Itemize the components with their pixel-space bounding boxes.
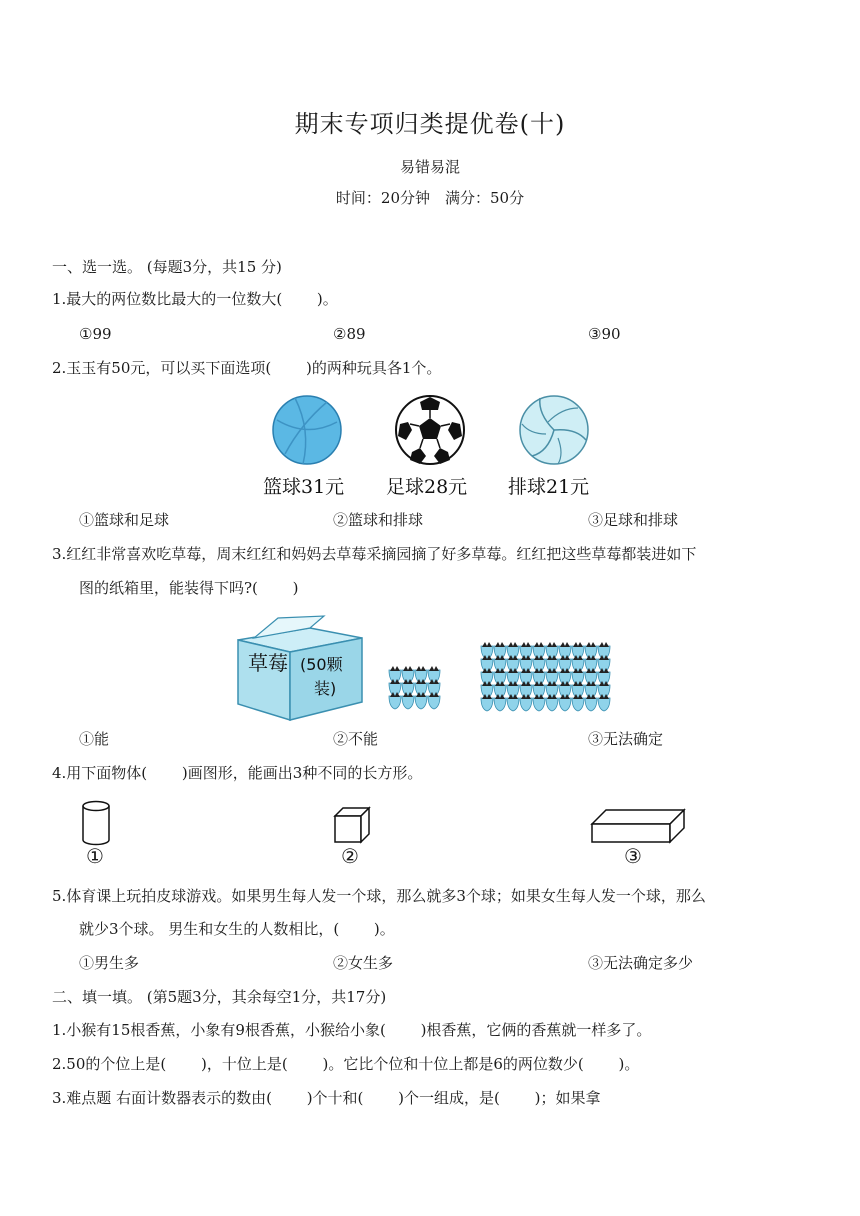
- strawberry-leaf-icon: [599, 642, 609, 647]
- strawberry-icon: [481, 659, 493, 672]
- strawberry-icon: [533, 659, 545, 672]
- basketball-price-label: 篮球31元: [263, 476, 345, 498]
- strawberry-icon: [494, 698, 506, 711]
- strawberry-icon: [598, 672, 610, 685]
- strawberry-icon: [572, 659, 584, 672]
- q1-option-3: ③90: [588, 325, 621, 343]
- strawberry-icon: [559, 672, 571, 685]
- page-subtitle: 易错易混: [399, 158, 460, 176]
- section1-heading: 一、选一选。 (每题3分，共15 分): [52, 258, 282, 276]
- q5-stem-line1: 5.体育课上玩拍皮球游戏。如果男生每人发一个球，那么就多3个球；如果女生每人发一个球，那么: [52, 887, 706, 905]
- strawberry-icon: [481, 646, 493, 659]
- q3-stem-line2: 图的纸箱里，能装得下吗?( ): [79, 579, 299, 597]
- strawberry-icon: [507, 672, 519, 685]
- strawberry-icon: [507, 646, 519, 659]
- cube-icon: [333, 806, 373, 846]
- strawberry-icon: [494, 659, 506, 672]
- strawberry-icon: [507, 685, 519, 698]
- strawberry-icon: [494, 646, 506, 659]
- strawberry-icon: [520, 698, 532, 711]
- strawberry-icon: [533, 698, 545, 711]
- strawberry-leaf-icon: [416, 666, 426, 671]
- shape-label-3: ③: [624, 844, 642, 868]
- exam-meta: 时间：20分钟 满分：50分: [335, 189, 525, 207]
- box-label-pack: 装): [314, 679, 337, 698]
- strawberry-icon: [494, 672, 506, 685]
- strawberry-leaf-icon: [495, 642, 505, 647]
- shape-label-1: ①: [86, 844, 104, 868]
- strawberry-leaf-icon: [586, 642, 596, 647]
- strawberry-icon: [481, 685, 493, 698]
- strawberry-icon: [520, 646, 532, 659]
- strawberry-group-large: [480, 640, 614, 710]
- q1-option-1: ①99: [79, 325, 112, 343]
- strawberry-icon: [402, 670, 414, 683]
- strawberry-leaf-icon: [390, 666, 400, 671]
- strawberry-icon: [559, 646, 571, 659]
- strawberry-icon: [546, 685, 558, 698]
- strawberry-icon: [598, 659, 610, 672]
- strawberry-group-small: [388, 664, 446, 712]
- strawberry-icon: [415, 683, 427, 696]
- strawberry-icon: [585, 698, 597, 711]
- q3-option-2: ②不能: [333, 730, 379, 748]
- shape-label-2: ②: [341, 844, 359, 868]
- q1-option-2: ②89: [333, 325, 366, 343]
- strawberry-icon: [481, 672, 493, 685]
- q1-stem: 1.最大的两位数比最大的一位数大( )。: [52, 290, 338, 308]
- strawberry-icon: [585, 646, 597, 659]
- q2-option-3: ③足球和排球: [588, 511, 679, 529]
- strawberry-leaf-icon: [573, 642, 583, 647]
- volleyball-image: [518, 394, 590, 466]
- q3-option-1: ①能: [79, 730, 110, 748]
- soccer-price-label: 足球28元: [386, 476, 468, 498]
- strawberry-icon: [481, 698, 493, 711]
- section2-q3: 3.难点题 右面计数器表示的数由( )个十和( )个一组成，是( )；如果拿: [52, 1089, 601, 1107]
- strawberry-leaf-icon: [429, 666, 439, 671]
- strawberry-icon: [507, 698, 519, 711]
- strawberry-icon: [585, 659, 597, 672]
- section2-heading: 二、填一填。 (第5题3分，其余每空1分，共17分): [52, 988, 387, 1006]
- strawberry-icon: [507, 659, 519, 672]
- cylinder-icon: [80, 800, 112, 846]
- strawberry-icon: [546, 672, 558, 685]
- strawberry-leaf-icon: [560, 642, 570, 647]
- basketball-image: [271, 394, 343, 466]
- q5-stem-line2: 就少3个球。 男生和女生的人数相比，( )。: [79, 920, 395, 938]
- strawberry-leaf-icon: [403, 666, 413, 671]
- box-label-strawberry: 草莓: [248, 651, 288, 675]
- strawberry-icon: [428, 683, 440, 696]
- q4-stem: 4.用下面物体( )画图形，能画出3种不同的长方形。: [52, 764, 423, 782]
- strawberry-icon: [598, 646, 610, 659]
- box-label-count: (50颗: [300, 655, 343, 674]
- strawberry-icon: [533, 685, 545, 698]
- strawberry-leaf-icon: [508, 642, 518, 647]
- strawberry-icon: [428, 696, 440, 709]
- q5-option-1: ①男生多: [79, 954, 140, 972]
- q5-option-2: ②女生多: [333, 954, 394, 972]
- strawberry-leaf-icon: [547, 642, 557, 647]
- strawberry-icon: [415, 670, 427, 683]
- strawberry-icon: [572, 672, 584, 685]
- strawberry-icon: [402, 696, 414, 709]
- q2-option-2: ②篮球和排球: [333, 511, 424, 529]
- q3-stem-line1: 3.红红非常喜欢吃草莓，周末红红和妈妈去草莓采摘园摘了好多草莓。红红把这些草莓都装进如下: [52, 545, 697, 563]
- strawberry-icon: [598, 685, 610, 698]
- strawberry-icon: [389, 696, 401, 709]
- strawberry-leaf-icon: [482, 642, 492, 647]
- strawberry-icon: [546, 646, 558, 659]
- strawberry-icon: [572, 646, 584, 659]
- strawberry-icon: [598, 698, 610, 711]
- strawberry-icon: [533, 646, 545, 659]
- soccer-ball-image: [394, 394, 466, 466]
- strawberry-icon: [389, 683, 401, 696]
- strawberry-icon: [520, 672, 532, 685]
- strawberry-icon: [572, 698, 584, 711]
- strawberry-leaf-icon: [534, 642, 544, 647]
- strawberry-icon: [428, 670, 440, 683]
- volleyball-price-label: 排球21元: [508, 476, 590, 498]
- q2-option-1: ①篮球和足球: [79, 511, 170, 529]
- strawberry-icon: [559, 698, 571, 711]
- q5-option-3: ③无法确定多少: [588, 954, 694, 972]
- strawberry-icon: [559, 659, 571, 672]
- q3-option-3: ③无法确定: [588, 730, 664, 748]
- strawberry-icon: [415, 696, 427, 709]
- q2-stem: 2.玉玉有50元，可以买下面选项( )的两种玩具各1个。: [52, 359, 442, 377]
- strawberry-icon: [559, 685, 571, 698]
- strawberry-icon: [572, 685, 584, 698]
- strawberry-leaf-icon: [521, 642, 531, 647]
- strawberry-box-image: [234, 614, 366, 724]
- section2-q1: 1.小猴有15根香蕉，小象有9根香蕉，小猴给小象( )根香蕉，它俩的香蕉就一样多了。: [52, 1021, 652, 1039]
- strawberry-icon: [533, 672, 545, 685]
- page-title: 期末专项归类提优卷(十): [294, 110, 566, 138]
- strawberry-icon: [585, 672, 597, 685]
- strawberry-icon: [389, 670, 401, 683]
- strawberry-icon: [546, 659, 558, 672]
- section2-q2: 2.50的个位上是( )，十位上是( )。它比个位和十位上都是6的两位数少( )。: [52, 1055, 640, 1073]
- strawberry-icon: [520, 685, 532, 698]
- strawberry-icon: [494, 685, 506, 698]
- strawberry-icon: [402, 683, 414, 696]
- strawberry-icon: [546, 698, 558, 711]
- cuboid-icon: [590, 808, 686, 844]
- strawberry-icon: [520, 659, 532, 672]
- strawberry-icon: [585, 685, 597, 698]
